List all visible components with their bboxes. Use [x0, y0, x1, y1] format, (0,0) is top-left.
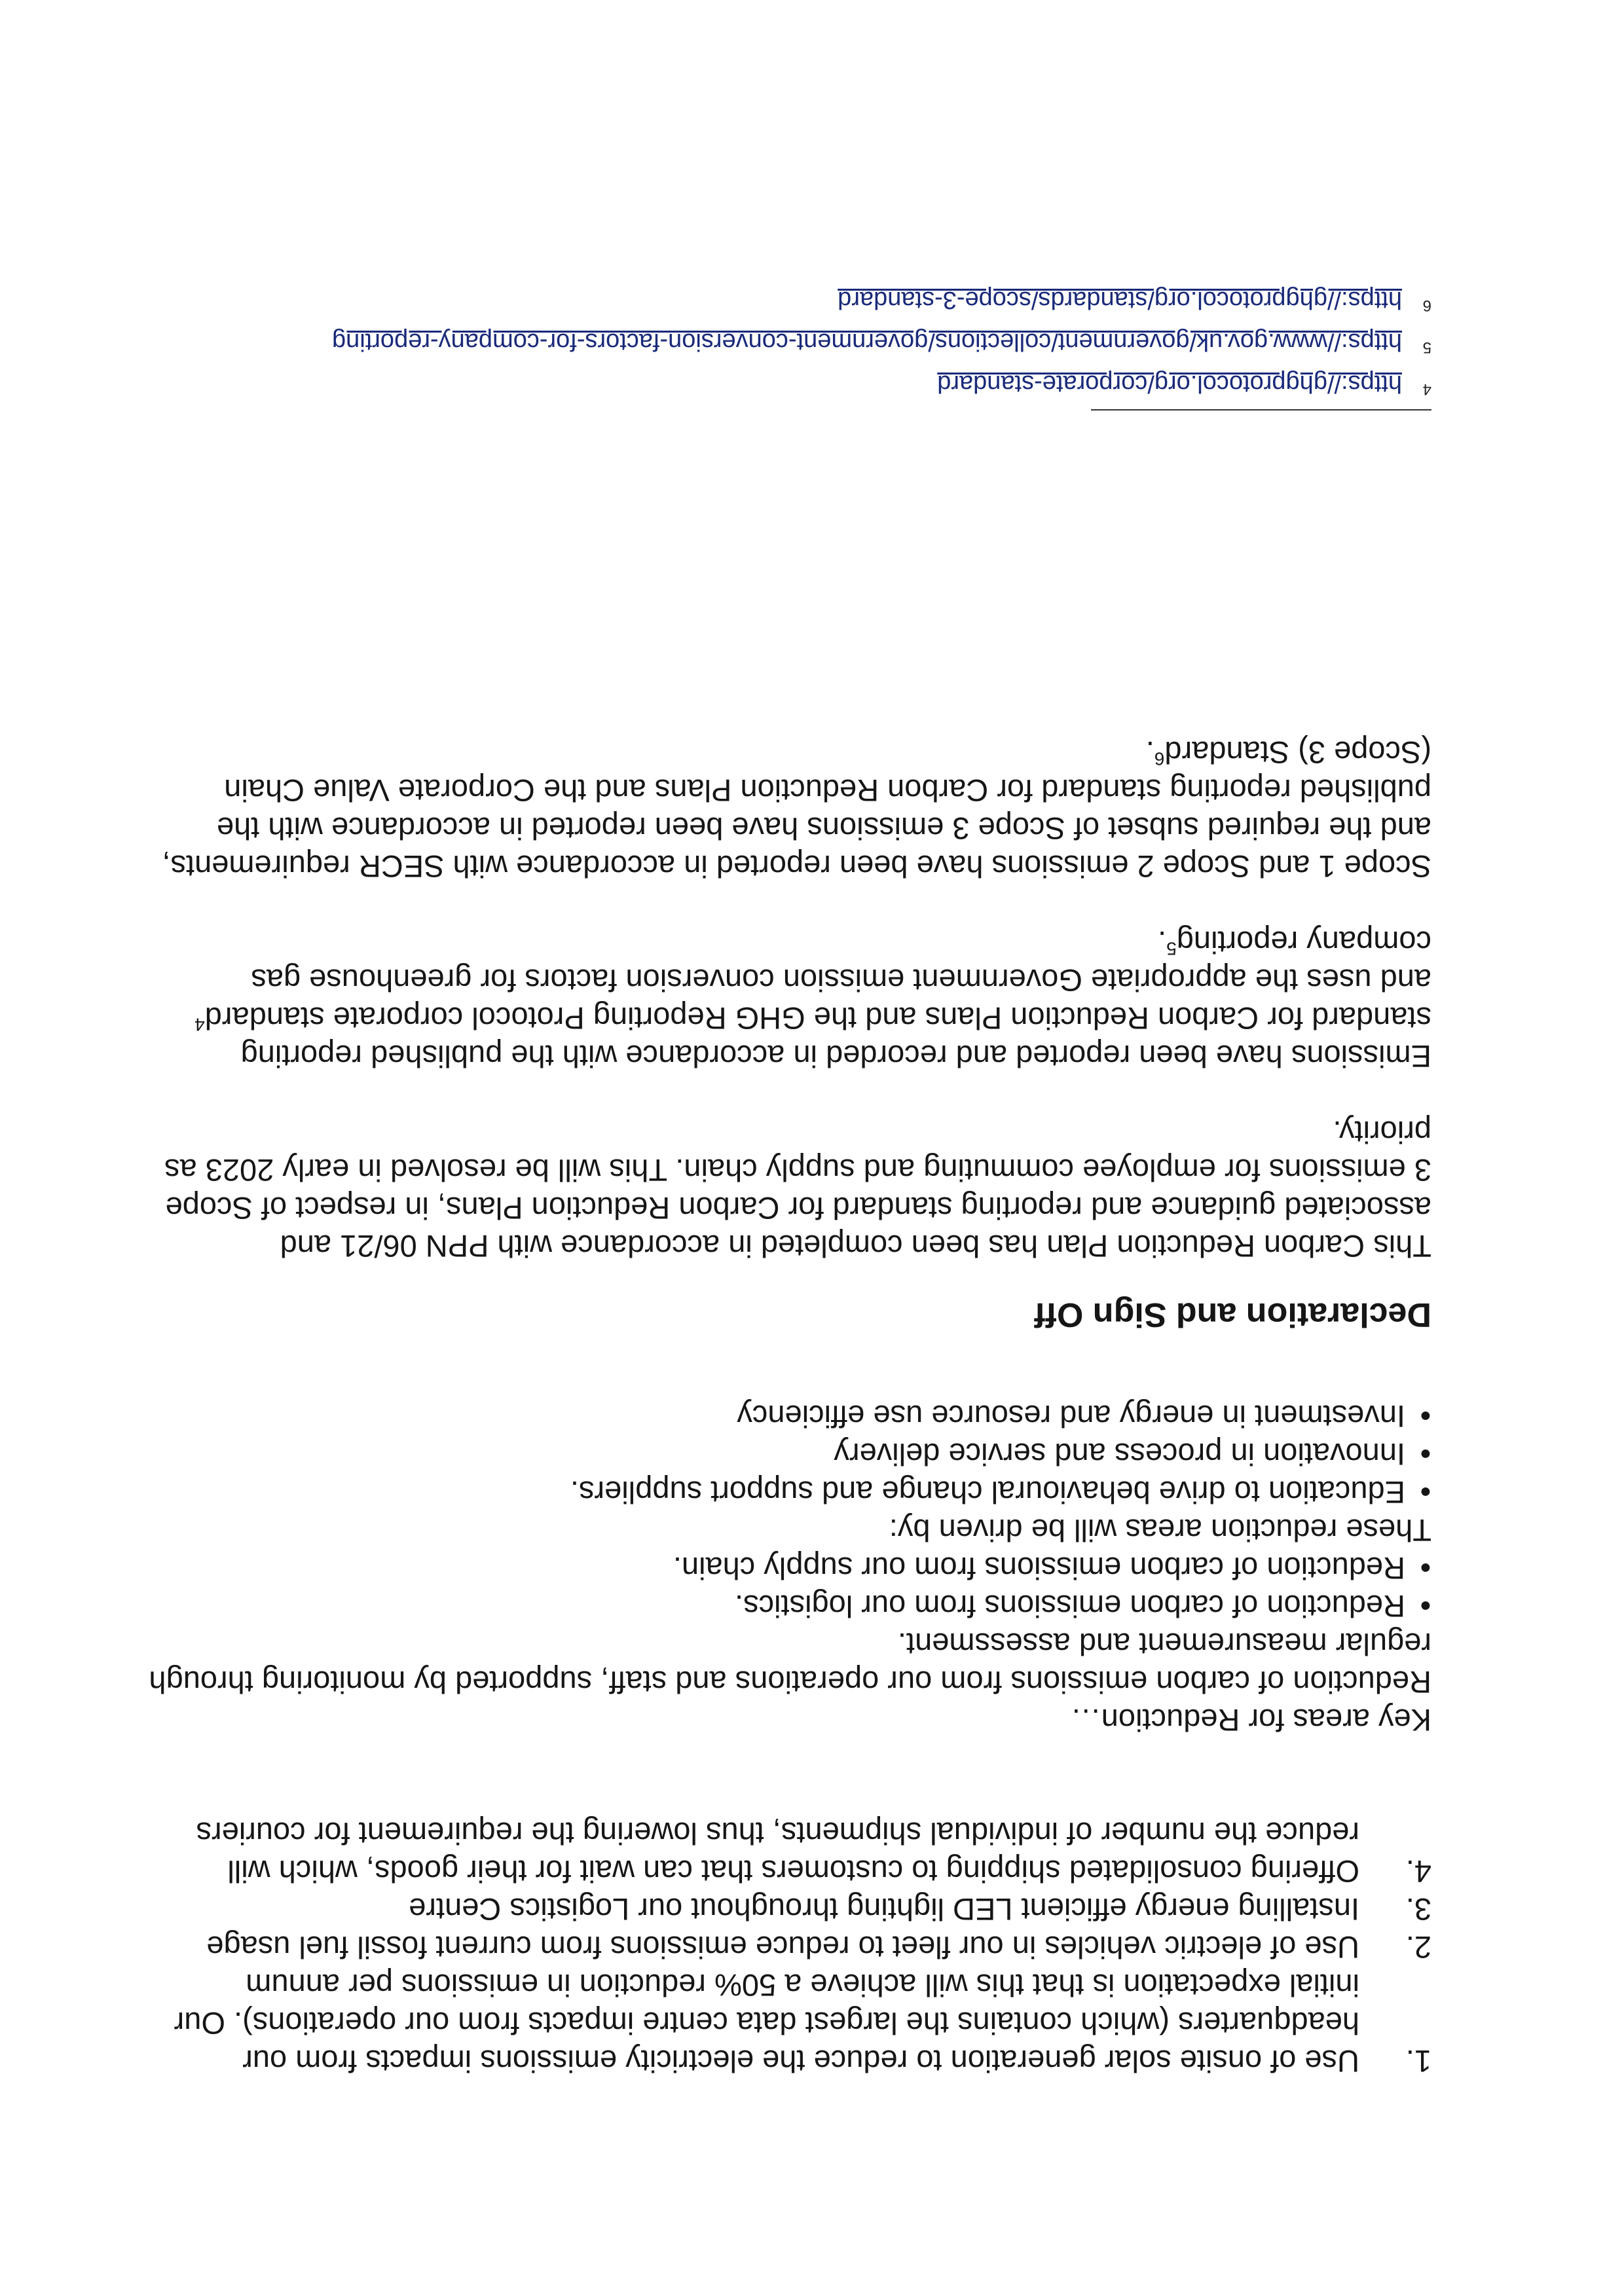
key-areas-list	[148, 1549, 1431, 1625]
list-item	[148, 1587, 1431, 1625]
list-item	[148, 1928, 1431, 1966]
list-item	[148, 1814, 1431, 1890]
key-areas-heading: Key areas for Reduction…	[1070, 1703, 1431, 1738]
list-item-text: Use of electric vehicles in our fleet to reduce emissions from current fossil fuel usage	[206, 1930, 1359, 1965]
bullet-icon: ●	[1419, 1444, 1431, 1465]
list-item	[148, 1435, 1431, 1473]
list-item	[148, 1397, 1431, 1435]
bullet-icon: ●	[1419, 1595, 1431, 1617]
footnote	[148, 328, 1431, 355]
footnote-number: 6	[1422, 297, 1431, 314]
list-item-number: 1.	[1405, 2044, 1431, 2079]
bullet-icon: ●	[1419, 1406, 1431, 1427]
paragraph-text: .	[1145, 735, 1154, 770]
footnote-ref[interactable]: 6	[1154, 748, 1165, 769]
bullet-icon: ●	[1419, 1558, 1431, 1579]
list-item-text: Reduction of carbon emissions from our logistics.	[735, 1589, 1405, 1624]
footnote-number: 5	[1422, 338, 1431, 356]
list-item	[148, 1966, 1431, 2080]
key-areas-intro: Reduction of carbon emissions from our operations and staff, supported by monitoring through regular measurement and assessment.	[149, 1627, 1431, 1700]
declaration-heading: Declaration and Sign Off	[1034, 1296, 1431, 1334]
list-item-number: 2.	[1405, 1930, 1431, 1965]
footnote-link[interactable]: https://ghgprotocol.org/corporate-standard	[937, 370, 1402, 397]
footnote-divider	[1091, 409, 1431, 410]
list-item-text: Innovation in process and service delivery	[834, 1437, 1405, 1472]
footnote	[148, 370, 1431, 397]
footnote-ref[interactable]: 5	[1166, 938, 1177, 959]
list-item-text: Use of onsite solar generation to reduce the electricity emissions impacts from our headquarters (which contains the largest data centre impacts from our operations). Our initial expectation is that this will achieve a 50% reduction in emissions per annum	[174, 1968, 1359, 2079]
drivers-list	[148, 1397, 1431, 1511]
paragraph-text: .	[1158, 925, 1167, 960]
list-item	[148, 1549, 1431, 1587]
list-item-text: Education to drive behavioural change and support suppliers.	[570, 1475, 1405, 1510]
list-item-text: Offering consolidated shipping to customers that can wait for their goods, which will reduce the number of individual shipments, thus lowering the requirement for couriers	[196, 1816, 1359, 1889]
bullet-icon: ●	[1419, 1482, 1431, 1503]
list-item-text: Reduction of carbon emissions from our supply chain.	[673, 1551, 1405, 1586]
footnote-ref[interactable]: 4	[194, 1014, 205, 1035]
footnote-link[interactable]: https://ghgprotocol.org/standards/scope-3-standard	[838, 286, 1402, 314]
list-item	[148, 1890, 1431, 1928]
footnote	[148, 286, 1431, 314]
list-item-text: Investment in energy and resource use efficiency	[737, 1399, 1405, 1434]
paragraph-text: Scope 1 and Scope 2 emissions have been reported in accordance with SECR requirements, and the required subset of Scope 3 emissions have been reported in accordance with the published reporting standard for Carbon Reduction Plans and the Corporate Value Chain (Scope 3) Standard	[162, 735, 1431, 884]
declaration-section	[148, 733, 1431, 1335]
footnotes	[148, 272, 1431, 410]
list-item	[148, 1473, 1431, 1511]
paragraph-text: and uses the appropriate Government emission conversion factors for greenhouse gas company reporting	[251, 925, 1431, 998]
list-item-number: 4.	[1405, 1854, 1431, 1889]
footnote-number: 4	[1422, 380, 1431, 398]
reduction-actions-list	[148, 1814, 1431, 2080]
declaration-paragraph-3	[148, 733, 1431, 885]
paragraph-text: Emissions have been reported and recorded in accordance with the published reporting standard for Carbon Reduction Plans and the GHG Reporting Protocol corporate standard	[204, 1001, 1431, 1074]
declaration-paragraph-1: This Carbon Reduction Plan has been completed in accordance with PPN 06/21 and associated guidance and reporting standard for Carbon Reduction Plans, in respect of Scope 3 emissions for employee commuting and supply chain. This will be resolved in early 2023 as priority.	[164, 1115, 1431, 1264]
page-content	[148, 695, 1431, 2080]
declaration-paragraph-2	[148, 923, 1431, 1075]
list-item-text: Installing energy efficient LED lighting throughout our Logistics Centre	[409, 1892, 1359, 1927]
footnote-link[interactable]: https://www.gov.uk/government/collections/government-conversion-factors-for-company-reporting	[332, 328, 1402, 355]
list-item-number: 3.	[1405, 1892, 1431, 1927]
key-areas-section	[148, 1397, 1431, 1739]
driven-by-label: These reduction areas will be driven by:	[889, 1513, 1431, 1548]
